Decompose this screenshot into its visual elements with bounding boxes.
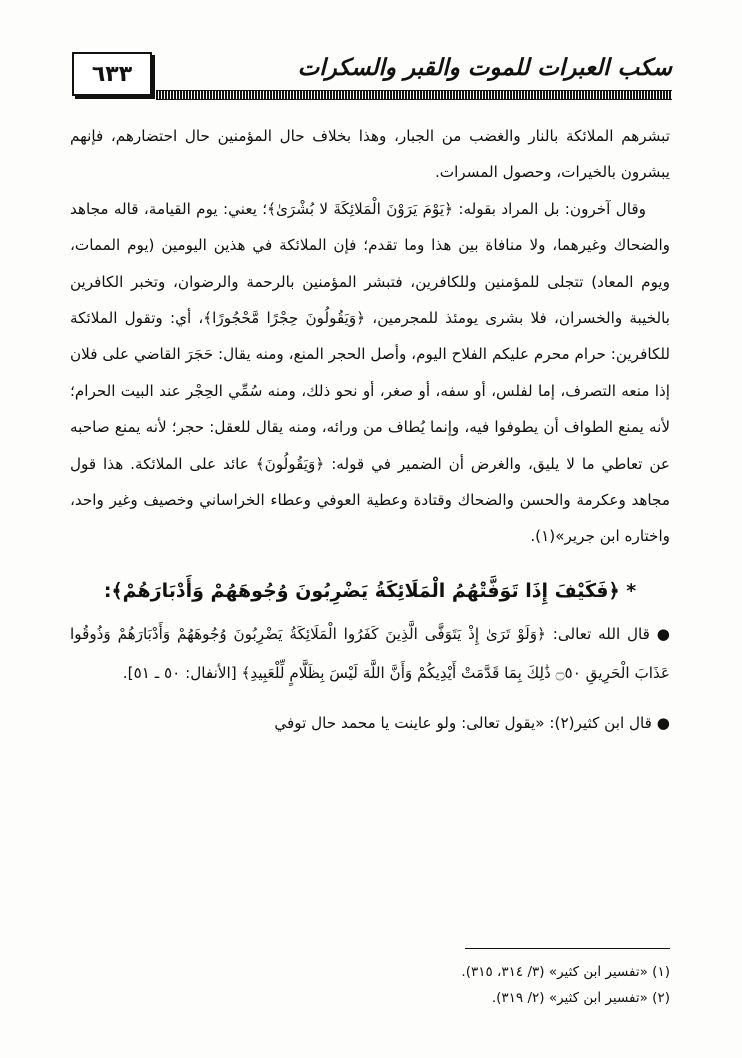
- section-heading: * ﴿فَكَيْفَ إِذَا تَوَفَّتْهُمُ الْمَلَائِكَةُ يَضْرِبُونَ وُجُوهَهُمْ وَأَدْبَارَهُمْ﴾:: [103, 579, 637, 602]
- bullet-1: ● قال الله تعالى: ﴿وَلَوْ تَرَىٰ إِذْ يَتَوَفَّى الَّذِينَ كَفَرُوا الْمَلَائِكَةُ يَضْرِبُونَ وُجُوهَهُمْ وَأَدْبَارَهُمْ وَذُوقُوا عَذَابَ الْحَرِيقِ ۝٥٠ ذَٰلِكَ بِمَا قَدَّمَتْ أَيْدِيكُمْ وَأَنَّ اللَّهَ لَيْسَ بِظَلَّامٍ لِّلْعَبِيدِ﴾ [الأنفال: ٥٠ ـ ٥١].: [70, 624, 670, 683]
- bullet-2: ● قال ابن كثير(٢): «يقول تعالى: ولو عاينت يا محمد حال توفي: [274, 713, 670, 732]
- footnotes: [70, 948, 670, 1011]
- footnote-1: (١) «تفسير ابن كثير» (٣/ ٣١٤، ٣١٥).: [461, 964, 670, 980]
- header-rule: [156, 90, 672, 100]
- paragraph-1: تبشرهم الملائكة بالنار والغضب من الجبار، وهذا بخلاف حال المؤمنين حال احتضارهم، فإنهم يبشرون بالخيرات، وحصول المسرات.: [70, 127, 670, 182]
- page-header: [72, 52, 672, 100]
- book-title: سكب العبرات للموت والقبر والسكرات: [297, 54, 672, 81]
- paragraph-2: وقال آخرون: بل المراد بقوله: ﴿يَوْمَ يَرَوْنَ الْمَلائِكَةَ لا بُشْرَىٰ﴾؛ يعني: يوم القيامة، قاله مجاهد والضحاك وغيرهما، ولا منافاة بين هذا وما تقدم؛ فإن الملائكة في هذين اليومين (يوم الممات، ويوم المعاد) تتجلى للمؤمنين وللكافرين، فتبشر المؤمنين بالرحمة والرضوان، وتخبر الكافرين بالخيبة والخسران، فلا بشرى يومئذ للمجرمين، ﴿وَيَقُولُونَ حِجْرًا مَّحْجُورًا﴾، أي: وتقول الملائكة للكافرين: حرام محرم عليكم الفلاح اليوم، وأصل الحجر المنع، ومنه يقال: حَجَرَ القاضي على فلان إذا منعه التصرف، إما لفلس، أو سفه، أو صغر، أو نحو ذلك، ومنه سُمِّي الحِجْر عند البيت الحرام؛ لأنه يمنع الطواف أن يطوفوا فيه، وإنما يُطاف من ورائه، ومنه يقال للعقل: حجر؛ لأنه يمنع صاحبه عن تعاطي ما لا يليق، والغرض أن الضمير في قوله: ﴿وَيَقُولُونَ﴾ عائد على الملائكة. هذا قول مجاهد وعكرمة والحسن والضحاك وقتادة وعطية العوفي وعطاء الخراساني وخصيف وغير واحد، واختاره ابن جرير»(١).: [70, 199, 670, 546]
- page-body: [70, 118, 670, 743]
- page-number: ٦٣٣: [72, 52, 152, 96]
- footnote-2: (٢) «تفسير ابن كثير» (٢/ ٣١٩).: [491, 990, 670, 1006]
- footnote-rule: [465, 948, 670, 949]
